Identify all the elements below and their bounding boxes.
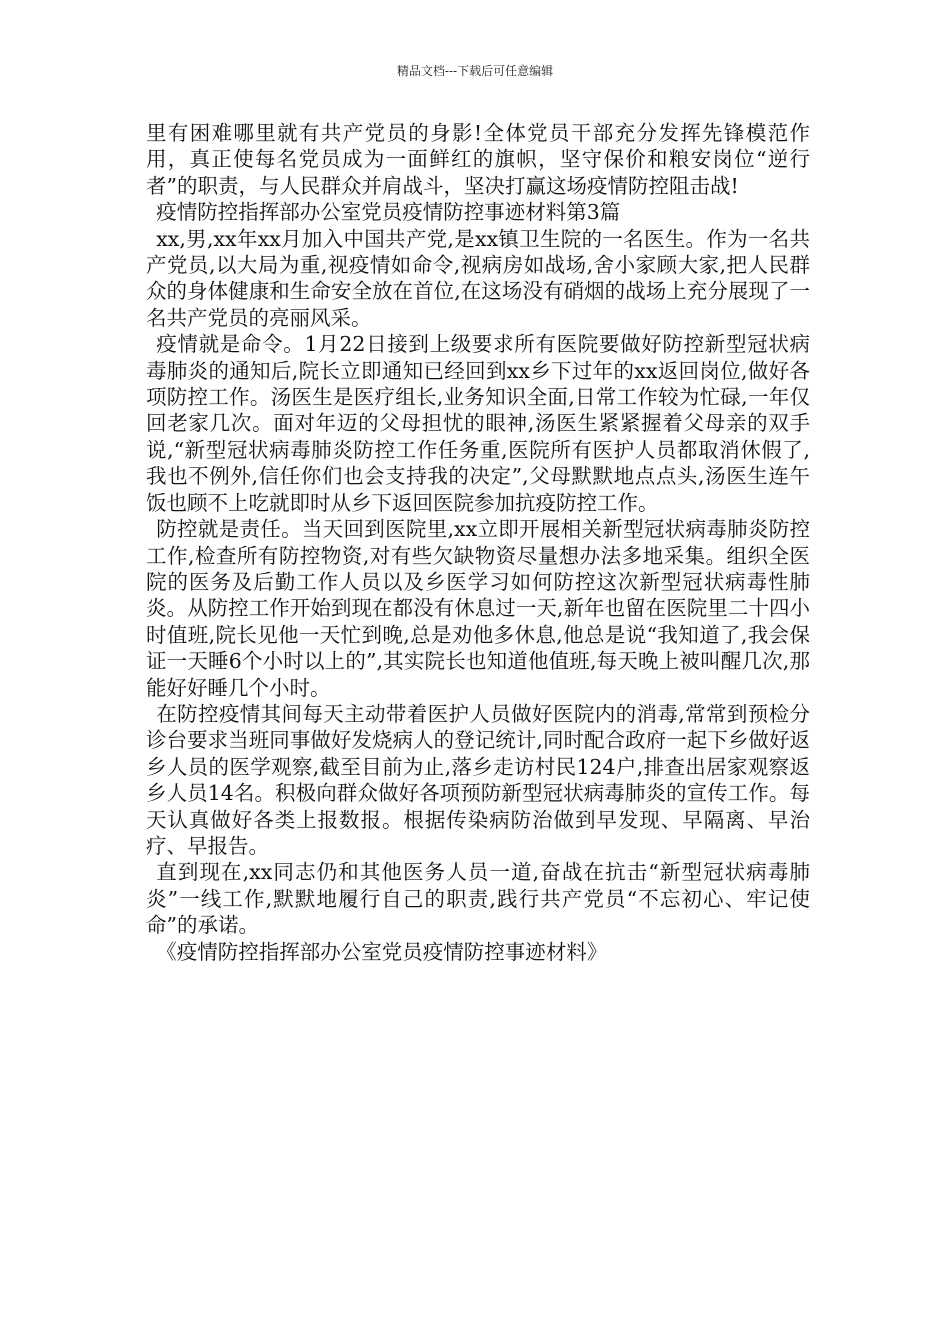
document-closing-title: 《疫情防控指挥部办公室党员疫情防控事迹材料》 bbox=[156, 939, 608, 964]
paragraph: 在防控疫情其间每天主动带着医护人员做好医院内的消毒,常常到预检分诊台要求当班同事做好发烧病人的登记统计,同时配合政府一起下乡做好返乡人员的医学观察,截至目前为止,落乡走访村民124户,排查出居家观察返乡人员14名。积极向群众做好各项预防新型冠状病毒肺炎的宣传工作。每天认真做好各类上报数报。根据传染病防治做到早发现、早隔离、早治疗、早报告。 bbox=[146, 701, 810, 858]
paragraph: 疫情就是命令。1月22日接到上级要求所有医院要做好防控新型冠状病毒肺炎的通知后,院长立即通知已经回到xx乡下过年的xx返回岗位,做好各项防控工作。汤医生是医疗组长,业务知识全面,日常工作较为忙碌,一年仅回老家几次。面对年迈的父母担忧的眼神,汤医生紧紧握着父母亲的双手说,“新型冠状病毒肺炎防控工作任务重,医院所有医护人员都取消休假了,我也不例外,信任你们也会支持我的决定”,父母默默地点点头,汤医生连午饭也顾不上吃就即时从乡下返回医院参加抗疫防控工作。 bbox=[146, 332, 810, 515]
document-body bbox=[146, 120, 810, 965]
page-header: 精品文档---下载后可任意编辑 bbox=[396, 64, 554, 78]
paragraph: 直到现在,xx同志仍和其他医务人员一道,奋战在抗击“新型冠状病毒肺炎”一线工作,默默地履行自己的职责,践行共产党员“不忘初心、牢记使命”的承诺。 bbox=[146, 860, 810, 938]
paragraph: xx,男,xx年xx月加入中国共产党,是xx镇卫生院的一名医生。作为一名共产党员,以大局为重,视疫情如命令,视病房如战场,舍小家顾大家,把人民群众的身体健康和生命安全放在首位,在这场没有硝烟的战场上充分展现了一名共产党员的亮丽风采。 bbox=[146, 226, 810, 330]
paragraph: 防控就是责任。当天回到医院里,xx立即开展相关新型冠状病毒肺炎防控工作,检查所有防控物资,对有些欠缺物资尽量想办法多地采集。组织全医院的医务及后勤工作人员以及乡医学习如何防控这次新型冠状病毒性肺炎。从防控工作开始到现在都没有休息过一天,新年也留在医院里二十四小时值班,院长见他一天忙到晚,总是劝他多休息,他总是说“我知道了,我会保证一天睡6个小时以上的”,其实院长也知道他值班,每天晚上被叫醒几次,那能好好睡几个小时。 bbox=[146, 517, 810, 700]
paragraph-continued: 里有困难哪里就有共产党员的身影!全体党员干部充分发挥先锋模范作用，真正使每名党员成为一面鲜红的旗帜，坚守保价和粮安岗位“逆行者”的职责，与人民群众并肩战斗，坚决打赢这场疫情防控阻击战! bbox=[146, 121, 810, 198]
section-title: 疫情防控指挥部办公室党员疫情防控事迹材料第3篇 bbox=[156, 200, 621, 225]
